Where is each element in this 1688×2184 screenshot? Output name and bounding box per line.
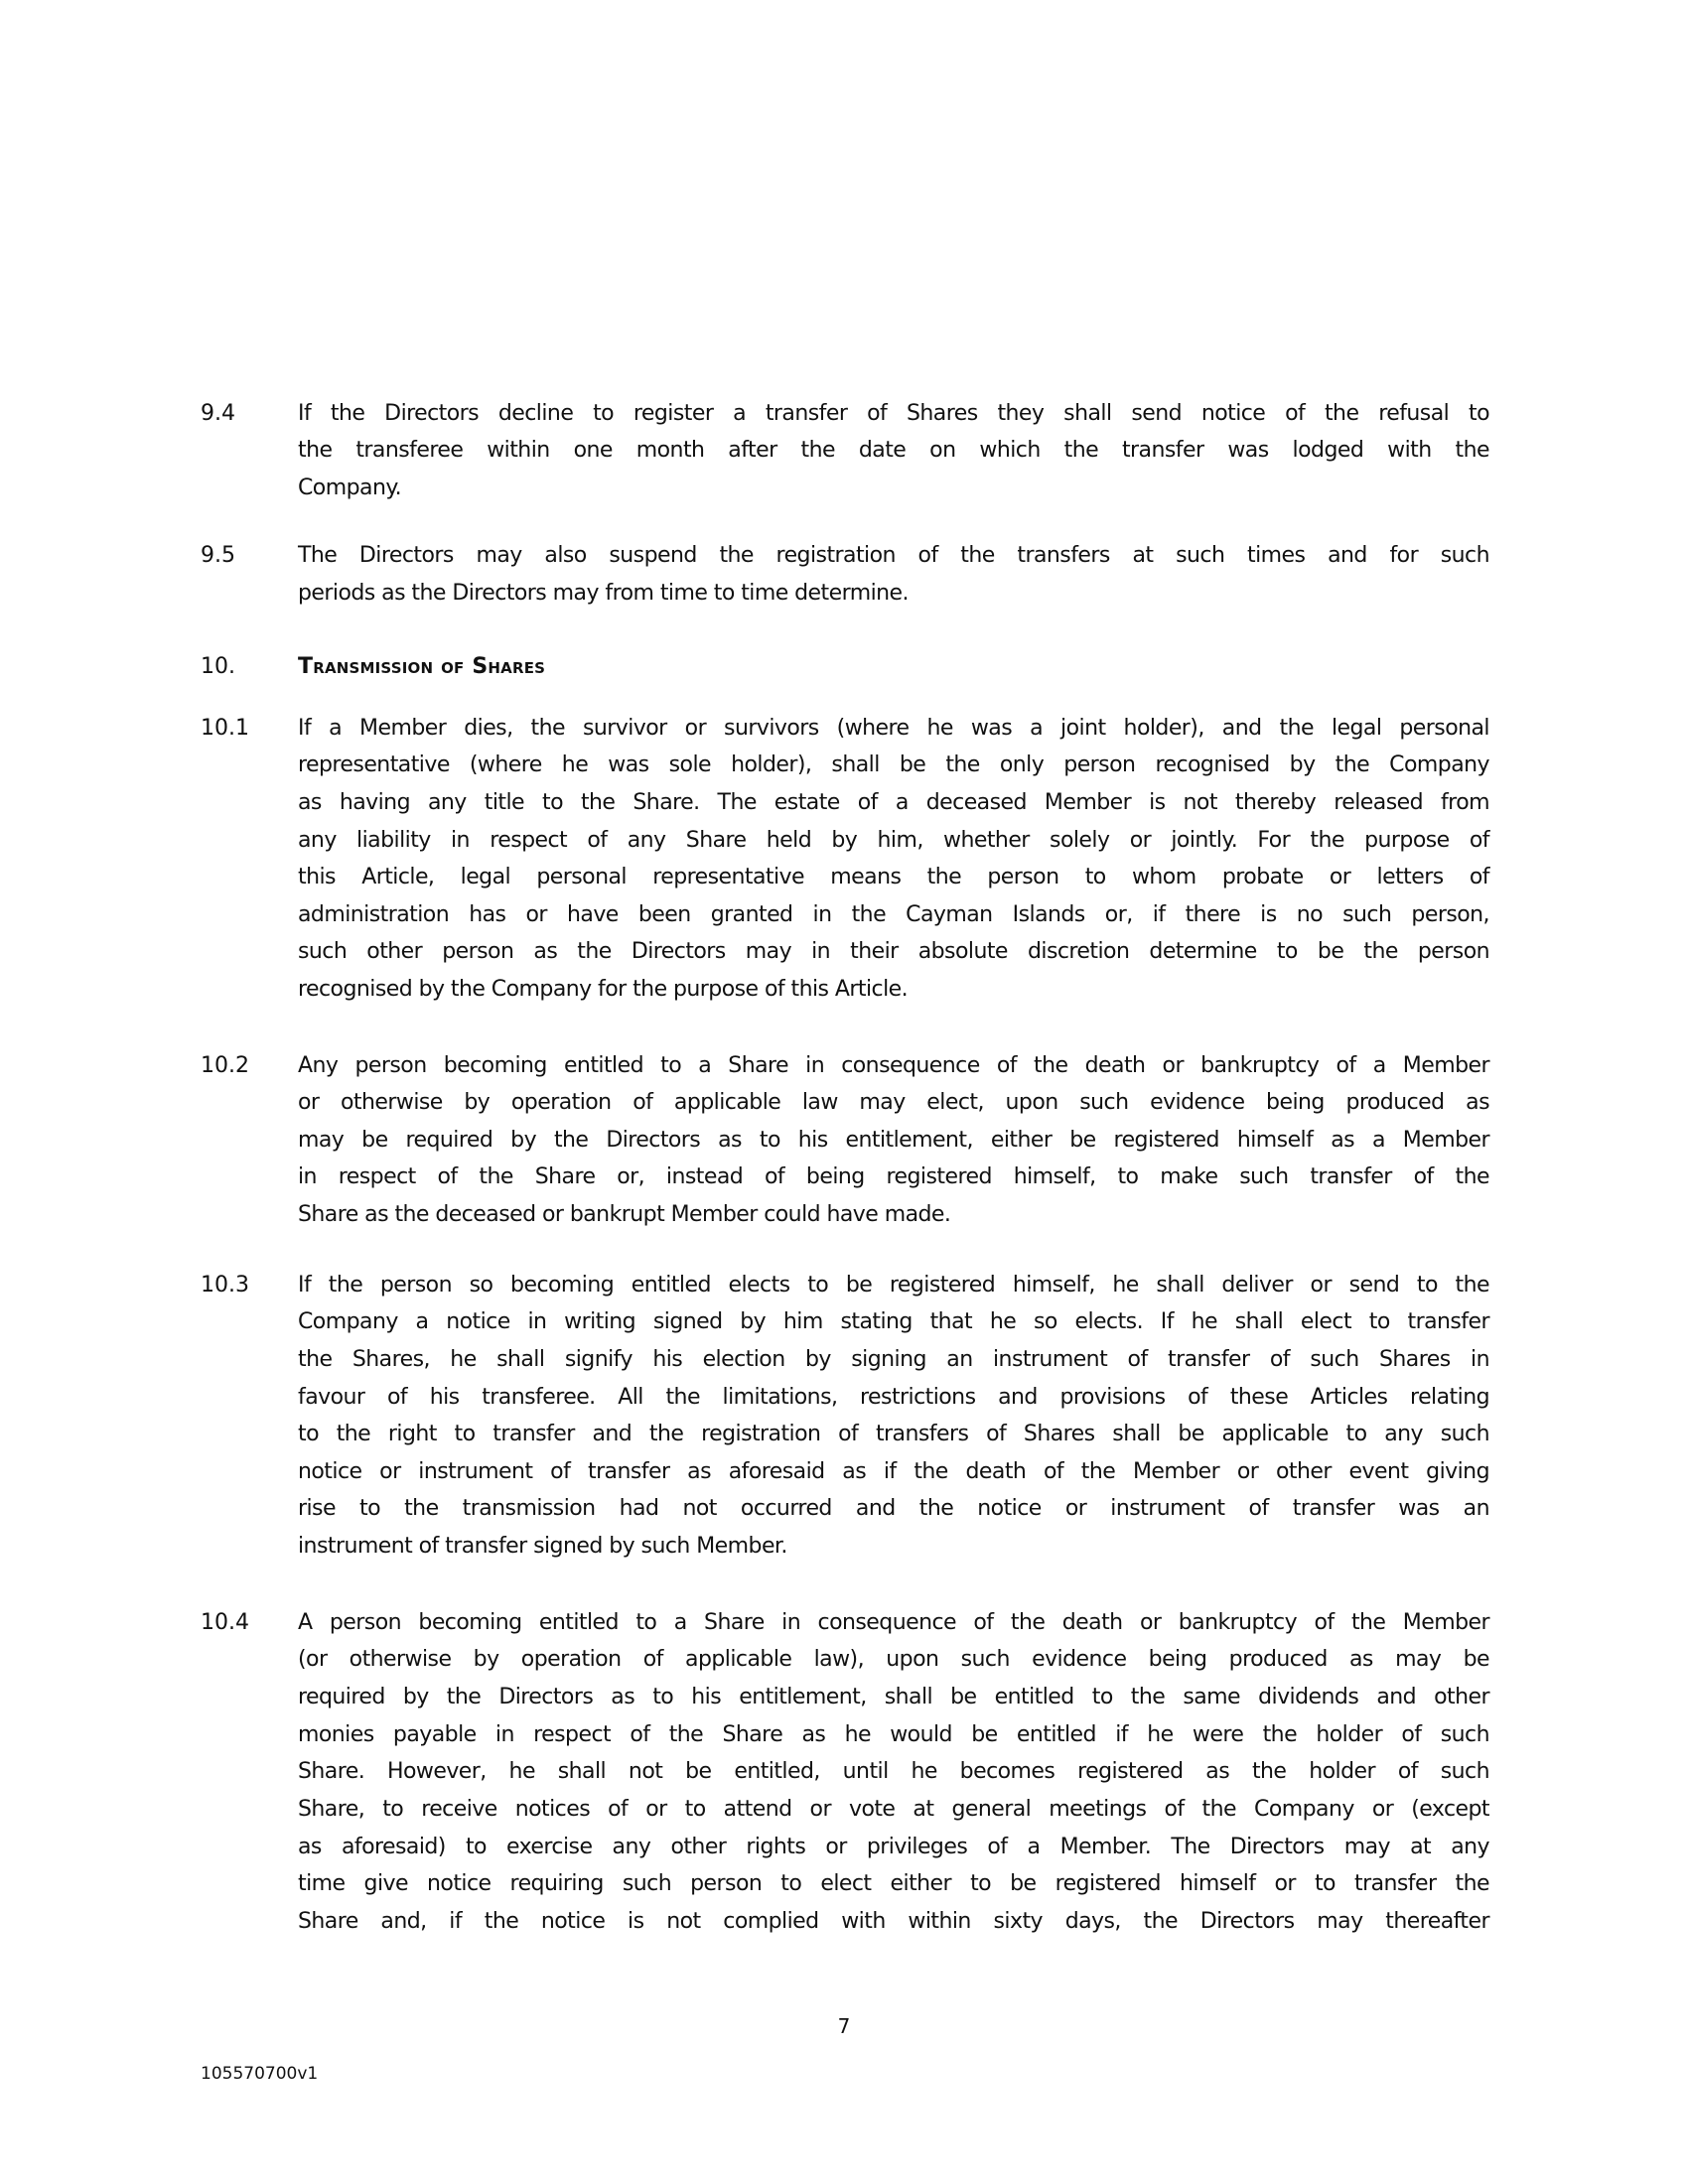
section-number: 10.3	[201, 1273, 249, 1297]
paragraph-line: Share. However, he shall not be entitled, until he becomes registered as the holder of such	[298, 1759, 1489, 1784]
paragraph-line: notice or instrument of transfer as aforesaid as if the death of the Member or other event giving	[298, 1459, 1489, 1484]
paragraph-line: favour of his transferee. All the limitations, restrictions and provisions of these Articles relating	[298, 1385, 1489, 1410]
paragraph-line: If the person so becoming entitled elects to be registered himself, he shall deliver or send to the	[298, 1273, 1489, 1297]
section-number: 10.2	[201, 1053, 249, 1078]
paragraph-line: If a Member dies, the survivor or survivors (where he was a joint holder), and the legal personal	[298, 716, 1489, 741]
paragraph-line: in respect of the Share or, instead of being registered himself, to make such transfer of the	[298, 1164, 1489, 1189]
section-number: 10.4	[201, 1610, 249, 1635]
section-number: 9.4	[201, 401, 235, 426]
section-number: 9.5	[201, 543, 235, 568]
paragraph-line: time give notice requiring such person to elect either to be registered himself or to transfer the	[298, 1871, 1489, 1896]
paragraph-line: monies payable in respect of the Share as he would be entitled if he were the holder of such	[298, 1722, 1489, 1747]
paragraph-line: the Shares, he shall signify his election by signing an instrument of transfer of such Shares in	[298, 1347, 1489, 1372]
paragraph-line: (or otherwise by operation of applicable law), upon such evidence being produced as may be	[298, 1647, 1489, 1672]
paragraph-line: administration has or have been granted in the Cayman Islands or, if there is no such person,	[298, 902, 1489, 927]
section-number: 10.	[201, 654, 235, 679]
paragraph-line: required by the Directors as to his entitlement, shall be entitled to the same dividends and other	[298, 1685, 1489, 1709]
paragraph-line: Any person becoming entitled to a Share in consequence of the death or bankruptcy of a Member	[298, 1053, 1489, 1078]
paragraph-line: to the right to transfer and the registration of transfers of Shares shall be applicable to any such	[298, 1422, 1489, 1446]
paragraph-line: representative (where he was sole holder), shall be the only person recognised by the Company	[298, 752, 1489, 777]
paragraph-line: If the Directors decline to register a transfer of Shares they shall send notice of the refusal to	[298, 401, 1489, 426]
paragraph-line: periods as the Directors may from time to time determine.	[298, 581, 909, 606]
paragraph-line: instrument of transfer signed by such Member.	[298, 1534, 787, 1559]
section-number: 10.1	[201, 716, 249, 741]
paragraph-line: rise to the transmission had not occurred and the notice or instrument of transfer was an	[298, 1496, 1489, 1521]
paragraph-line: Share, to receive notices of or to attend or vote at general meetings of the Company or (except	[298, 1797, 1489, 1822]
paragraph-line: this Article, legal personal representative means the person to whom probate or letters of	[298, 865, 1489, 889]
paragraph-line: such other person as the Directors may in their absolute discretion determine to be the person	[298, 939, 1489, 964]
paragraph-line: the transferee within one month after the date on which the transfer was lodged with the	[298, 438, 1489, 463]
paragraph-line: Share and, if the notice is not complied with within sixty days, the Directors may thereafter	[298, 1909, 1489, 1934]
paragraph-line: A person becoming entitled to a Share in consequence of the death or bankruptcy of the Member	[298, 1610, 1489, 1635]
paragraph-line: Company.	[298, 476, 402, 500]
paragraph-line: may be required by the Directors as to his entitlement, either be registered himself as a Member	[298, 1128, 1489, 1153]
paragraph-line: or otherwise by operation of applicable law may elect, upon such evidence being produced as	[298, 1090, 1489, 1115]
paragraph-line: Share as the deceased or bankrupt Member could have made.	[298, 1202, 951, 1227]
section-heading: Transmission of Shares	[298, 654, 546, 679]
page-number: 7	[837, 2014, 851, 2038]
document-id: 105570700v1	[201, 2064, 319, 2084]
paragraph-line: as aforesaid) to exercise any other rights or privileges of a Member. The Directors may at any	[298, 1835, 1489, 1859]
paragraph-line: The Directors may also suspend the registration of the transfers at such times and for such	[298, 543, 1489, 568]
paragraph-line: recognised by the Company for the purpose of this Article.	[298, 977, 909, 1002]
paragraph-line: Company a notice in writing signed by him stating that he so elects. If he shall elect to transfer	[298, 1309, 1489, 1334]
paragraph-line: as having any title to the Share. The estate of a deceased Member is not thereby released from	[298, 790, 1489, 815]
paragraph-line: any liability in respect of any Share held by him, whether solely or jointly. For the purpose of	[298, 828, 1489, 853]
